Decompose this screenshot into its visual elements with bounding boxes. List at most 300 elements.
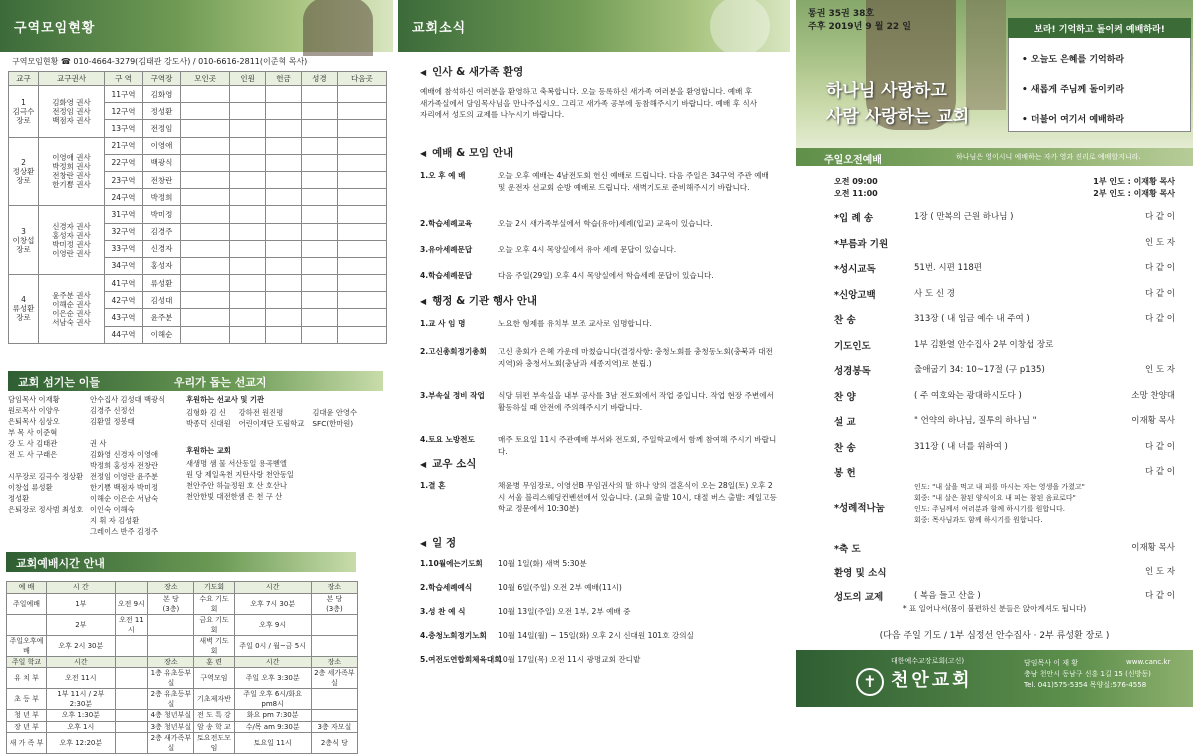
table-row xyxy=(9,137,387,154)
srv2-line: 지 휘 자 김성환 xyxy=(90,516,140,525)
empty-cell xyxy=(337,120,386,137)
order-item: *축 도 xyxy=(834,544,861,555)
service-cell xyxy=(115,582,148,594)
news-item xyxy=(420,170,778,193)
service-row xyxy=(7,668,358,689)
news-item-text: 노요한 형제를 유치부 보조 교사로 임명합니다. xyxy=(498,319,652,328)
empty-cell xyxy=(181,326,230,343)
order-row xyxy=(796,261,1193,283)
order-row xyxy=(796,287,1193,309)
order-row xyxy=(796,541,1193,563)
empty-cell xyxy=(230,103,266,120)
news-item xyxy=(420,630,778,642)
area-cell: 32구역 xyxy=(105,223,143,240)
empty-cell xyxy=(337,223,386,240)
servers-title: 교회 섬기는 이들 xyxy=(18,376,101,389)
srv1-line: 전 도 사 구래은 xyxy=(8,450,58,459)
worship-leaders xyxy=(1093,176,1175,200)
service-cell: 오후 9시 xyxy=(234,614,311,635)
news-item-label: 3.성 찬 예 식 xyxy=(420,607,466,616)
empty-cell xyxy=(301,171,337,188)
srv2-line: 박정희 홍성자 전창란 xyxy=(90,461,159,470)
gyogu-cell: 1 김극수 장로 xyxy=(9,86,39,138)
order-row xyxy=(796,210,1193,232)
empty-cell xyxy=(301,154,337,171)
empty-cell xyxy=(301,120,337,137)
service-cell: 화요 pm 7:30분 xyxy=(234,710,311,722)
service-row xyxy=(7,656,358,668)
motto-3: • 더불어 여기서 예배하라 xyxy=(1022,115,1125,125)
empty-cell xyxy=(337,189,386,206)
service-row xyxy=(7,689,358,710)
missions-col-c xyxy=(312,407,357,429)
decl-line: 인도: 주님께서 여러분과 함께 하시기를 원합니다. xyxy=(914,505,1065,513)
missions-col xyxy=(186,394,391,502)
order-item: 설 교 xyxy=(834,417,856,428)
missions-col-b xyxy=(239,407,305,429)
empty-cell xyxy=(266,171,302,188)
order-detail: 51번. 시편 118편 xyxy=(914,263,982,273)
service-row xyxy=(7,721,358,733)
worship-bar xyxy=(796,148,1193,166)
section-members: ◀ 교우 소식 xyxy=(420,456,476,471)
flower-decoration xyxy=(710,0,770,56)
order-detail: ( 복음 들고 산을 ) xyxy=(914,591,981,601)
service-cell xyxy=(115,668,148,689)
district-contact: 구역모임현황 ☎ 010-4664-3279(김태관 강도사) / 010-6616-2811(이준혁 목사) xyxy=(12,57,308,66)
decl-label: *성례적나눔 xyxy=(834,503,885,514)
gwonsa-cell: 김화영 권사 전정임 권사 백점자 권사 xyxy=(39,86,105,138)
service-cell: 3층 청년부실 xyxy=(148,721,194,733)
news-item-text: 오늘 오후 예배는 4남전도회 헌신 예배로 드립니다. 다음 주일은 34구역 주관 예배 및 운전자 선교회 순방 예배로 드립니다. 새벽기도로 준비해주시기 바랍니다. xyxy=(498,171,769,192)
empty-cell xyxy=(181,103,230,120)
empty-cell xyxy=(301,206,337,223)
service-row xyxy=(7,635,358,656)
empty-cell xyxy=(266,206,302,223)
service-cell: 오후 2시 30분 xyxy=(47,635,115,656)
empty-cell xyxy=(181,240,230,257)
service-cell: 전 도 특 강 xyxy=(194,710,234,722)
service-cell: 예 배 xyxy=(7,582,47,594)
empty-cell xyxy=(181,206,230,223)
news-item xyxy=(420,244,778,256)
srv1-line xyxy=(8,460,83,471)
news-item-label: 4.학습세례문답 xyxy=(420,271,473,280)
news-item xyxy=(420,654,778,666)
empty-cell xyxy=(230,189,266,206)
servers-col-2 xyxy=(90,394,165,537)
empty-cell xyxy=(181,257,230,274)
slogan-line-2: 사람 사랑하는 교회 xyxy=(826,107,970,127)
leader-cell: 김성대 xyxy=(143,292,181,309)
issue-info xyxy=(808,8,911,34)
empty-cell xyxy=(181,120,230,137)
service-cell: 오전 11시 xyxy=(115,614,148,635)
empty-cell xyxy=(337,171,386,188)
service-cell: 오후 1시 xyxy=(47,721,115,733)
news-item xyxy=(420,434,778,457)
service-cell: 기도회 xyxy=(194,582,234,594)
service-cell: 2층식 당 xyxy=(311,733,357,754)
news-item-text: 10월 14일(월) ~ 15일(화) 오후 2시 신대원 101호 강의실 xyxy=(498,631,694,640)
service-cell: 주일 오후 6시/화요 pm8시 xyxy=(234,689,311,710)
slogan-line-1: 하나님 사랑하고 xyxy=(826,81,947,101)
worship-verse: 하나님은 영이시니 예배하는 자가 영과 진리로 예배할지니라. xyxy=(956,153,1141,161)
order-detail: 사 도 신 경 xyxy=(914,288,955,299)
empty-cell xyxy=(337,154,386,171)
area-cell: 12구역 xyxy=(105,103,143,120)
empty-cell xyxy=(230,257,266,274)
area-cell: 11구역 xyxy=(105,86,143,103)
pastor-name: 담임목사 이 재 황 xyxy=(1024,659,1079,667)
empty-cell xyxy=(181,86,230,103)
empty-cell xyxy=(337,86,386,103)
mc2-line: 강하전 원진평 xyxy=(238,408,284,417)
empty-cell xyxy=(301,326,337,343)
empty-cell xyxy=(181,275,230,292)
srv2-line: 그레이스 반주 김정주 xyxy=(90,527,159,536)
leader-cell: 홍성자 xyxy=(143,257,181,274)
empty-cell xyxy=(266,120,302,137)
srv2-line: 김경주 신정선 xyxy=(90,406,135,415)
area-cell: 33구역 xyxy=(105,240,143,257)
news-item xyxy=(420,346,778,369)
service-cell: 장 년 부 xyxy=(7,721,47,733)
col-header: 성경 xyxy=(301,72,337,86)
empty-cell xyxy=(181,223,230,240)
srv2-line: 이해순 이은순 서남숙 xyxy=(90,494,159,503)
leader-cell: 윤주분 xyxy=(143,309,181,326)
service-cell xyxy=(311,689,357,710)
order-row xyxy=(796,312,1193,334)
order-role: 이재황 목사 xyxy=(1131,416,1175,426)
service-cell: 오후 1:30분 xyxy=(47,710,115,722)
motto-head: 보라! 기억하고 돌이켜 예배하라! xyxy=(1008,18,1191,38)
panel-news xyxy=(398,0,790,707)
gyogu-cell: 4 류성환 장로 xyxy=(9,275,39,344)
col-header: 구 역 xyxy=(105,72,143,86)
area-cell: 43구역 xyxy=(105,309,143,326)
order-role: 소망 찬양대 xyxy=(1131,390,1175,401)
srv1-line: 부 목 사 이준혁 xyxy=(8,428,58,437)
service-cell: 수요 기도회 xyxy=(194,593,234,614)
empty-cell xyxy=(301,309,337,326)
service-row xyxy=(7,733,358,754)
mc2-line: 어린이재단 도림학교 xyxy=(238,419,305,428)
section-welcome: ◀ 인사 & 새가족 환영 xyxy=(420,64,523,79)
leader-cell: 신경자 xyxy=(143,240,181,257)
order-row xyxy=(796,363,1193,385)
empty-cell xyxy=(181,154,230,171)
decl-line: 회중: 목사님과도 함께 하시기를 원합니다. xyxy=(914,516,1043,524)
empty-cell xyxy=(337,137,386,154)
order-role: 다 같 이 xyxy=(1144,212,1175,222)
service-cell: 토요전도모임 xyxy=(194,733,234,754)
news-item-text: 10월 6일(주일) 오전 2부 예배(11시) xyxy=(498,583,622,592)
order-role: 인 도 자 xyxy=(1144,365,1175,375)
srv1-line: 이창섭 류성환 xyxy=(8,483,53,492)
time-first: 오전 09:00 xyxy=(834,177,878,186)
worship-times xyxy=(834,176,878,200)
empty-cell xyxy=(266,103,302,120)
empty-cell xyxy=(301,223,337,240)
order-row xyxy=(796,389,1193,411)
leader-cell: 류성환 xyxy=(143,275,181,292)
empty-cell xyxy=(337,103,386,120)
issue-date: 주후 2019년 9 월 22 일 xyxy=(808,22,911,32)
empty-cell xyxy=(266,326,302,343)
cross-logo-icon: ✝ xyxy=(856,668,884,696)
empty-cell xyxy=(301,137,337,154)
missions-head-1: 후원하는 선교사 및 기관 xyxy=(186,395,265,404)
empty-cell xyxy=(301,86,337,103)
service-cell: 주일 0시 / 월~금 5시 xyxy=(234,635,311,656)
servers-col-1 xyxy=(8,394,83,515)
slogan xyxy=(826,78,969,130)
empty-cell xyxy=(266,137,302,154)
order-role: 다 같 이 xyxy=(1144,263,1175,273)
area-cell: 24구역 xyxy=(105,189,143,206)
area-cell: 21구역 xyxy=(105,137,143,154)
order-item: *입 례 송 xyxy=(834,213,874,224)
service-cell: 2층 세가족부실 xyxy=(311,668,357,689)
news-item-label: 4.충청노회정기노회 xyxy=(420,631,487,640)
order-role: 인 도 자 xyxy=(1144,237,1175,248)
service-cell xyxy=(311,710,357,722)
col-header: 교구권사 xyxy=(39,72,105,86)
service-cell: 암 송 학 교 xyxy=(194,721,234,733)
decl-text xyxy=(914,482,1085,526)
order-detail: 311장 ( 내 너를 위하여 ) xyxy=(914,441,1008,452)
col-header: 인원 xyxy=(230,72,266,86)
empty-cell xyxy=(266,86,302,103)
worship-title: 주일오전예배 xyxy=(824,155,882,166)
empty-cell xyxy=(337,326,386,343)
leader-cell: 이해순 xyxy=(143,326,181,343)
srv2-line: 김화영 신경자 이영애 xyxy=(90,450,159,459)
service-cell: 금요 기도회 xyxy=(194,614,234,635)
srv2-line xyxy=(90,427,165,438)
empty-cell xyxy=(181,137,230,154)
news-item xyxy=(420,606,778,618)
news-item-text: 식당 뒤편 부속실을 내부 공사를 3남 전도회에서 작업 중입니다. 작업 현장 주변에서 활동하실 때 안전에 주의해주시기 바랍니다. xyxy=(498,391,774,412)
leader-cell: 박미정 xyxy=(143,206,181,223)
service-row xyxy=(7,614,358,635)
news-item xyxy=(420,480,778,515)
empty-cell xyxy=(266,292,302,309)
leader-cell: 김화영 xyxy=(143,86,181,103)
motto-2: • 새롭게 주님께 돌이키라 xyxy=(1022,85,1125,95)
news-item-text: 10월 1일(화) 새벽 5:30분 xyxy=(498,559,587,568)
motto-1: • 오늘도 은혜를 기억하라 xyxy=(1022,55,1125,65)
order-detail: 313장 ( 내 임금 예수 내 주여 ) xyxy=(914,314,1030,324)
table-row xyxy=(9,86,387,103)
service-cell: 시 간 xyxy=(47,582,115,594)
service-cell: 시간 xyxy=(47,656,115,668)
srv2-line: 권 사 xyxy=(90,439,107,448)
area-cell: 42구역 xyxy=(105,292,143,309)
service-cell: 장소 xyxy=(148,656,194,668)
gyogu-cell: 3 이창섭 장로 xyxy=(9,206,39,275)
servers-bar xyxy=(8,371,383,391)
news-item-label: 1.결 혼 xyxy=(420,481,446,490)
mc1-line: 박종덕 신대원 xyxy=(186,419,231,428)
news-item-text: 채윤병 무임장로, 이영선B 무임권사의 딸 하나 양의 결혼식이 오는 28일(토) 오후 2시 서울 블리스웨딩컨벤션에서 있습니다. (교회 출발 10시, 대절 버스 출발: 제일고등학교 정문에서 10:30분) xyxy=(498,481,777,513)
order-row xyxy=(796,565,1193,587)
srv1-line: 은퇴장로 정사범 최성호 xyxy=(8,505,84,514)
service-cell: 기초제자반 xyxy=(194,689,234,710)
empty-cell xyxy=(181,309,230,326)
issue-volume: 통권 35권 38호 xyxy=(808,9,875,19)
service-cell: 본 당 (3층) xyxy=(148,593,194,614)
service-cell: 4층 청년부실 xyxy=(148,710,194,722)
order-detail: 1부 김환열 안수집사 2부 이창섭 장로 xyxy=(914,339,1054,350)
empty-cell xyxy=(230,206,266,223)
news-item-text: 매주 토요일 11시 주관예배 부서와 전도회, 주일학교에서 함께 참여해 주시기 바랍니다. xyxy=(498,435,777,456)
order-item: 성경봉독 xyxy=(834,366,871,377)
news-item-label: 2.고신총회정기총회 xyxy=(420,347,487,356)
churches-line: 새생명 샘 물 서산동일 용곡벧엘 xyxy=(186,459,287,468)
service-bar xyxy=(6,552,356,572)
empty-cell xyxy=(230,154,266,171)
order-row xyxy=(796,338,1193,360)
empty-cell xyxy=(337,309,386,326)
mc1-line: 김형화 김 신 xyxy=(186,408,226,417)
order-item: *성시교독 xyxy=(834,264,876,275)
welcome-text: 예배에 참석하신 여러분을 환영하고 축복합니다. 오늘 등록하신 새가족 여러분을 환영합니다. 예배 후 새가족실에서 담임목사님을 만나주십시오. 그리고 새가족 공부에 동참해주시기 바랍니다. 예배 후 식사 자리에서 성도의 교제를 나누시기 바랍니다. xyxy=(420,87,758,119)
gyogu-cell: 2 정상환 장로 xyxy=(9,137,39,206)
church-tel: Tel. 041)575-5354 목양실:576-4558 xyxy=(1024,681,1147,689)
col-header: 헌금 xyxy=(266,72,302,86)
leader-cell: 이영애 xyxy=(143,137,181,154)
order-detail: ( 주 여호와는 광대하시도다 ) xyxy=(914,390,1022,401)
decl-line: 인도: "내 살을 먹고 내 피를 마시는 자는 영생을 가졌고" xyxy=(914,483,1085,491)
service-cell: 2층 유초등부실 xyxy=(148,689,194,710)
order-item: 봉 헌 xyxy=(834,468,856,479)
news-item-text: 오늘 오후 4시 목양실에서 유아 세례 문답이 있습니다. xyxy=(498,245,677,254)
service-cell: 1층 유초등부실 xyxy=(148,668,194,689)
service-cell: 장소 xyxy=(311,582,357,594)
empty-cell xyxy=(230,275,266,292)
order-item: 환영 및 소식 xyxy=(834,568,887,579)
service-cell: 유 치 부 xyxy=(7,668,47,689)
area-cell: 34구역 xyxy=(105,257,143,274)
service-cell: 주일오후예배 xyxy=(7,635,47,656)
order-row xyxy=(796,236,1193,258)
empty-cell xyxy=(230,86,266,103)
area-cell: 44구역 xyxy=(105,326,143,343)
news-item xyxy=(420,558,778,570)
service-cell: 2층 새가족부실 xyxy=(148,733,194,754)
news-item-text: 다음 주일(29일) 오후 4시 목양실에서 학습세례 문답이 있습니다. xyxy=(498,271,714,280)
srv1-line: 담임목사 이재황 xyxy=(8,395,60,404)
service-row xyxy=(7,593,358,614)
news-item-text: 10월 17일(목) 오전 11시 광명교회 잔디밭 xyxy=(498,655,641,664)
empty-cell xyxy=(230,223,266,240)
empty-cell xyxy=(230,309,266,326)
leader-first: 1부 인도 : 이재황 목사 xyxy=(1093,177,1175,186)
time-second: 오전 11:00 xyxy=(834,189,878,198)
order-detail: 출애굽기 34: 10~17절 (구 p135) xyxy=(914,365,1045,375)
order-role: 다 같 이 xyxy=(1144,288,1175,299)
service-cell xyxy=(115,733,148,754)
news-item xyxy=(420,318,778,330)
district-title: 구역모임현황 xyxy=(14,21,96,36)
service-cell: 훈 련 xyxy=(194,656,234,668)
news-item xyxy=(420,582,778,594)
news-title: 교회소식 xyxy=(412,21,467,36)
church-name: 천안교회 xyxy=(891,670,973,691)
order-item: 찬 양 xyxy=(834,391,856,403)
leader-cell: 백광식 xyxy=(143,154,181,171)
servers-section xyxy=(8,394,393,544)
decl-line: 회중: "내 살은 참된 양식이요 내 피는 참된 음료로다" xyxy=(914,494,1076,502)
empty-cell xyxy=(301,103,337,120)
col-header: 교구 xyxy=(9,72,39,86)
srv2-line: 안수집사 김성대 백광식 xyxy=(90,395,166,404)
empty-cell xyxy=(266,309,302,326)
order-detail: 1장 ( 만복의 근원 하나님 ) xyxy=(914,212,1014,222)
empty-cell xyxy=(181,171,230,188)
empty-cell xyxy=(230,326,266,343)
news-item-text: 10월 13일(주일) 오전 1부, 2부 예배 중 xyxy=(498,607,631,616)
service-cell xyxy=(7,614,47,635)
news-item-label: 3.부속실 정비 작업 xyxy=(420,391,485,400)
order-item: 기도인도 xyxy=(834,340,871,352)
missions-head-2: 후원하는 교회 xyxy=(186,446,231,455)
srv2-line: 김환열 정봉태 xyxy=(90,417,135,426)
service-cell: 장소 xyxy=(148,582,194,594)
empty-cell xyxy=(266,223,302,240)
order-item: *부름과 기원 xyxy=(834,238,889,250)
church-website[interactable]: www.canc.kr xyxy=(1126,658,1171,666)
service-cell: 구역모임 xyxy=(194,668,234,689)
section-worship: ◀ 예배 & 모임 안내 xyxy=(420,145,513,160)
empty-cell xyxy=(266,154,302,171)
service-cell xyxy=(148,614,194,635)
srv2-line: 한기쁨 백점자 박미정 xyxy=(90,483,159,492)
service-cell xyxy=(115,635,148,656)
service-cell xyxy=(115,689,148,710)
service-cell: 2부 xyxy=(47,614,115,635)
col-header: 구역장 xyxy=(143,72,181,86)
empty-cell xyxy=(337,275,386,292)
empty-cell xyxy=(230,137,266,154)
service-cell xyxy=(311,635,357,656)
area-cell: 23구역 xyxy=(105,171,143,188)
news-item-label: 4.토요 노방전도 xyxy=(420,435,475,444)
empty-cell xyxy=(230,171,266,188)
empty-cell xyxy=(230,292,266,309)
service-row xyxy=(7,710,358,722)
empty-cell xyxy=(230,240,266,257)
order-detail: " 언약의 하나님, 질투의 하나님 " xyxy=(914,416,1037,426)
service-cell: 3층 자모실 xyxy=(311,721,357,733)
empty-cell xyxy=(181,189,230,206)
news-item-label: 2.학습세례예식 xyxy=(420,583,473,592)
srv2-line: 이인숙 이해숙 xyxy=(90,505,135,514)
leader-cell: 전정임 xyxy=(143,120,181,137)
service-cell: 오후 12:20분 xyxy=(47,733,115,754)
leader-cell: 전창란 xyxy=(143,171,181,188)
news-item xyxy=(420,218,778,230)
empty-cell xyxy=(266,257,302,274)
churches-line: 원 당 제일옥천 지탄사랑 천안동일 xyxy=(186,470,294,479)
empty-cell xyxy=(301,275,337,292)
service-cell: 초 등 부 xyxy=(7,689,47,710)
srv1-line: 정성환 xyxy=(8,494,30,503)
missions-col-a xyxy=(186,407,231,429)
